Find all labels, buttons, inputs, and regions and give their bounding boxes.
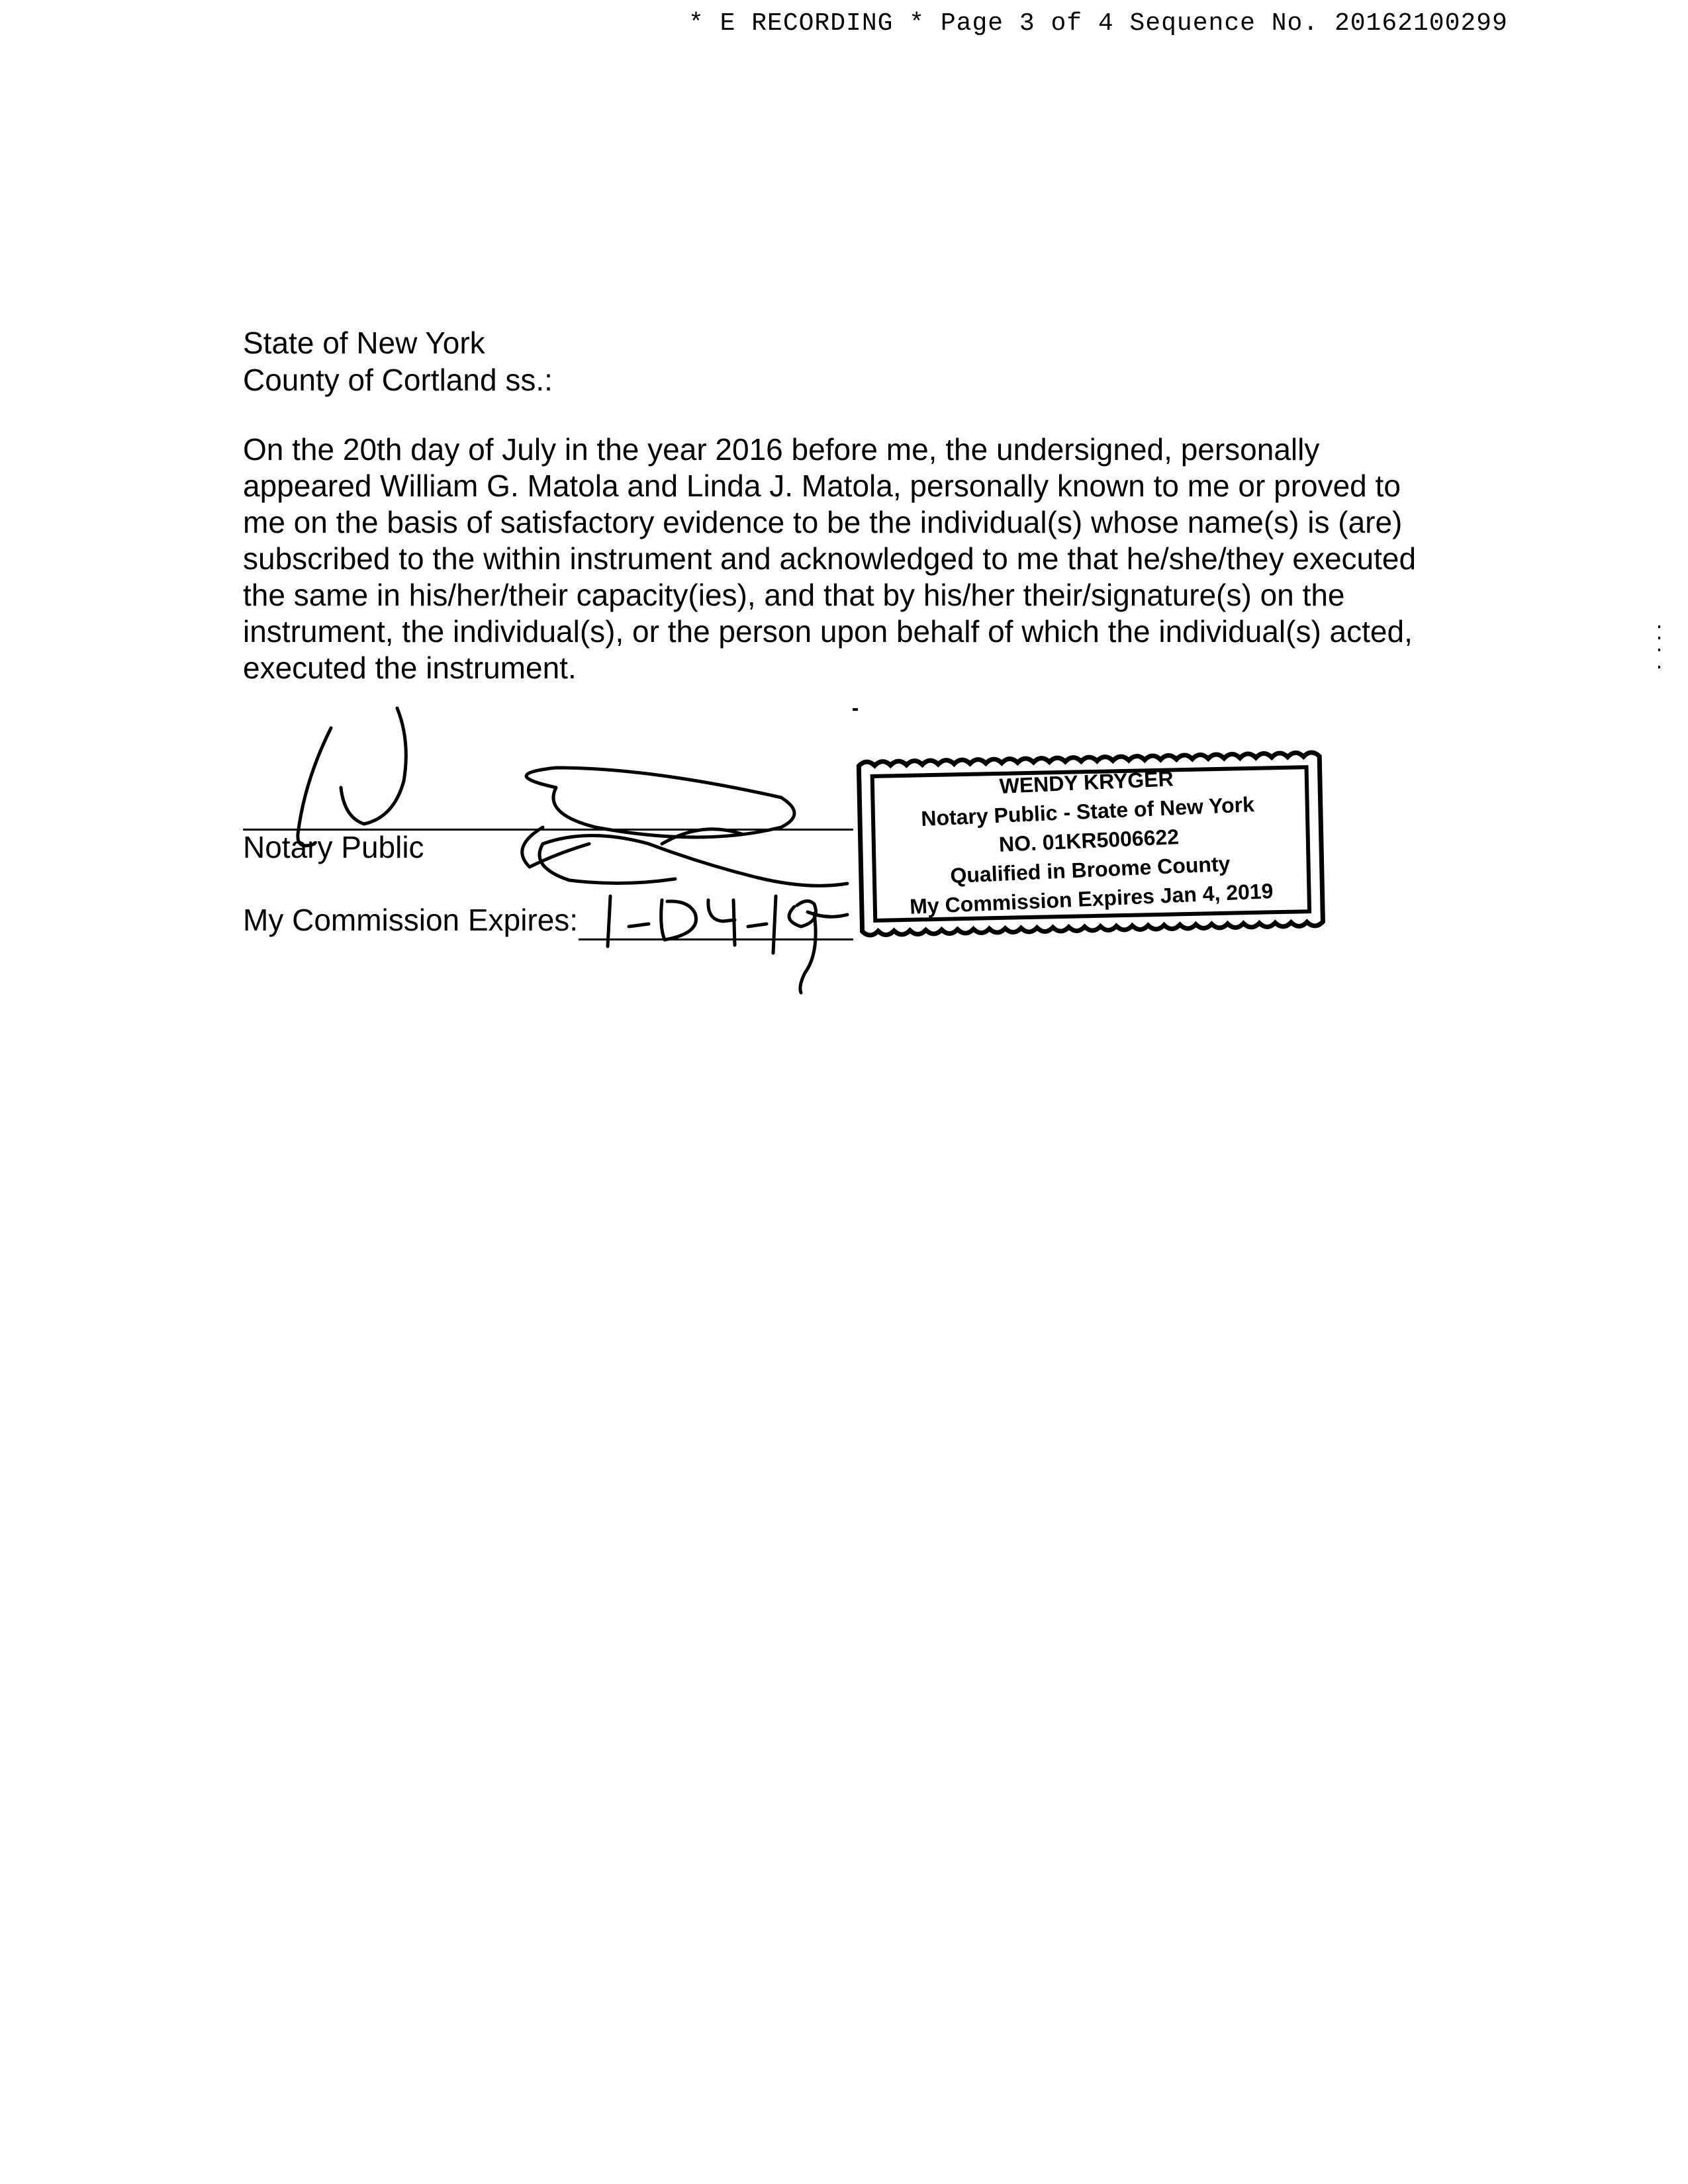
acknowledgment-line: subscribed to the within instrument and acknowledged to me that he/she/they executed [243, 541, 1417, 576]
stamp-notary-name: WENDY KRYGER [998, 766, 1174, 798]
acknowledgment-paragraph [243, 432, 1441, 686]
scan-speck [1658, 666, 1660, 668]
acknowledgment-line: the same in his/her/their capacity(ies), and that by his/her their/signature(s) on the [243, 578, 1345, 612]
stamp-number: NO. 01KR5006622 [998, 825, 1180, 856]
venue-block [243, 324, 553, 398]
state-line: State of New York [243, 326, 485, 360]
recording-header: * E RECORDING * Page 3 of 4 Sequence No. 20162100299 [688, 9, 1508, 38]
notary-public-label: Notary Public [243, 830, 424, 864]
scan-speck [1658, 637, 1660, 639]
notary-stamp [878, 758, 1301, 922]
scan-speck [1658, 625, 1660, 628]
scan-speck [1658, 649, 1660, 651]
stamp-title: Notary Public - State of New York [920, 792, 1255, 831]
scan-speck [853, 708, 858, 711]
stamp-expiry: My Commission Expires Jan 4, 2019 [909, 878, 1274, 919]
acknowledgment-line: appeared William G. Matola and Linda J. Matola, personally known to me or proved to [243, 469, 1401, 503]
acknowledgment-line: instrument, the individual(s), or the person upon behalf of which the individual(s) acted, [243, 614, 1413, 649]
notary-signature [278, 702, 861, 993]
acknowledgment-line: On the 20th day of July in the year 2016 before me, the undersigned, personally [243, 432, 1320, 467]
acknowledgment-line: executed the instrument. [243, 651, 577, 685]
commission-expires-label: My Commission Expires: [243, 903, 579, 937]
acknowledgment-line: me on the basis of satisfactory evidence to be the individual(s) whose name(s) is (are) [243, 505, 1403, 539]
stamp-county: Qualified in Broome County [949, 851, 1231, 888]
county-line: County of Cortland ss.: [243, 363, 553, 397]
